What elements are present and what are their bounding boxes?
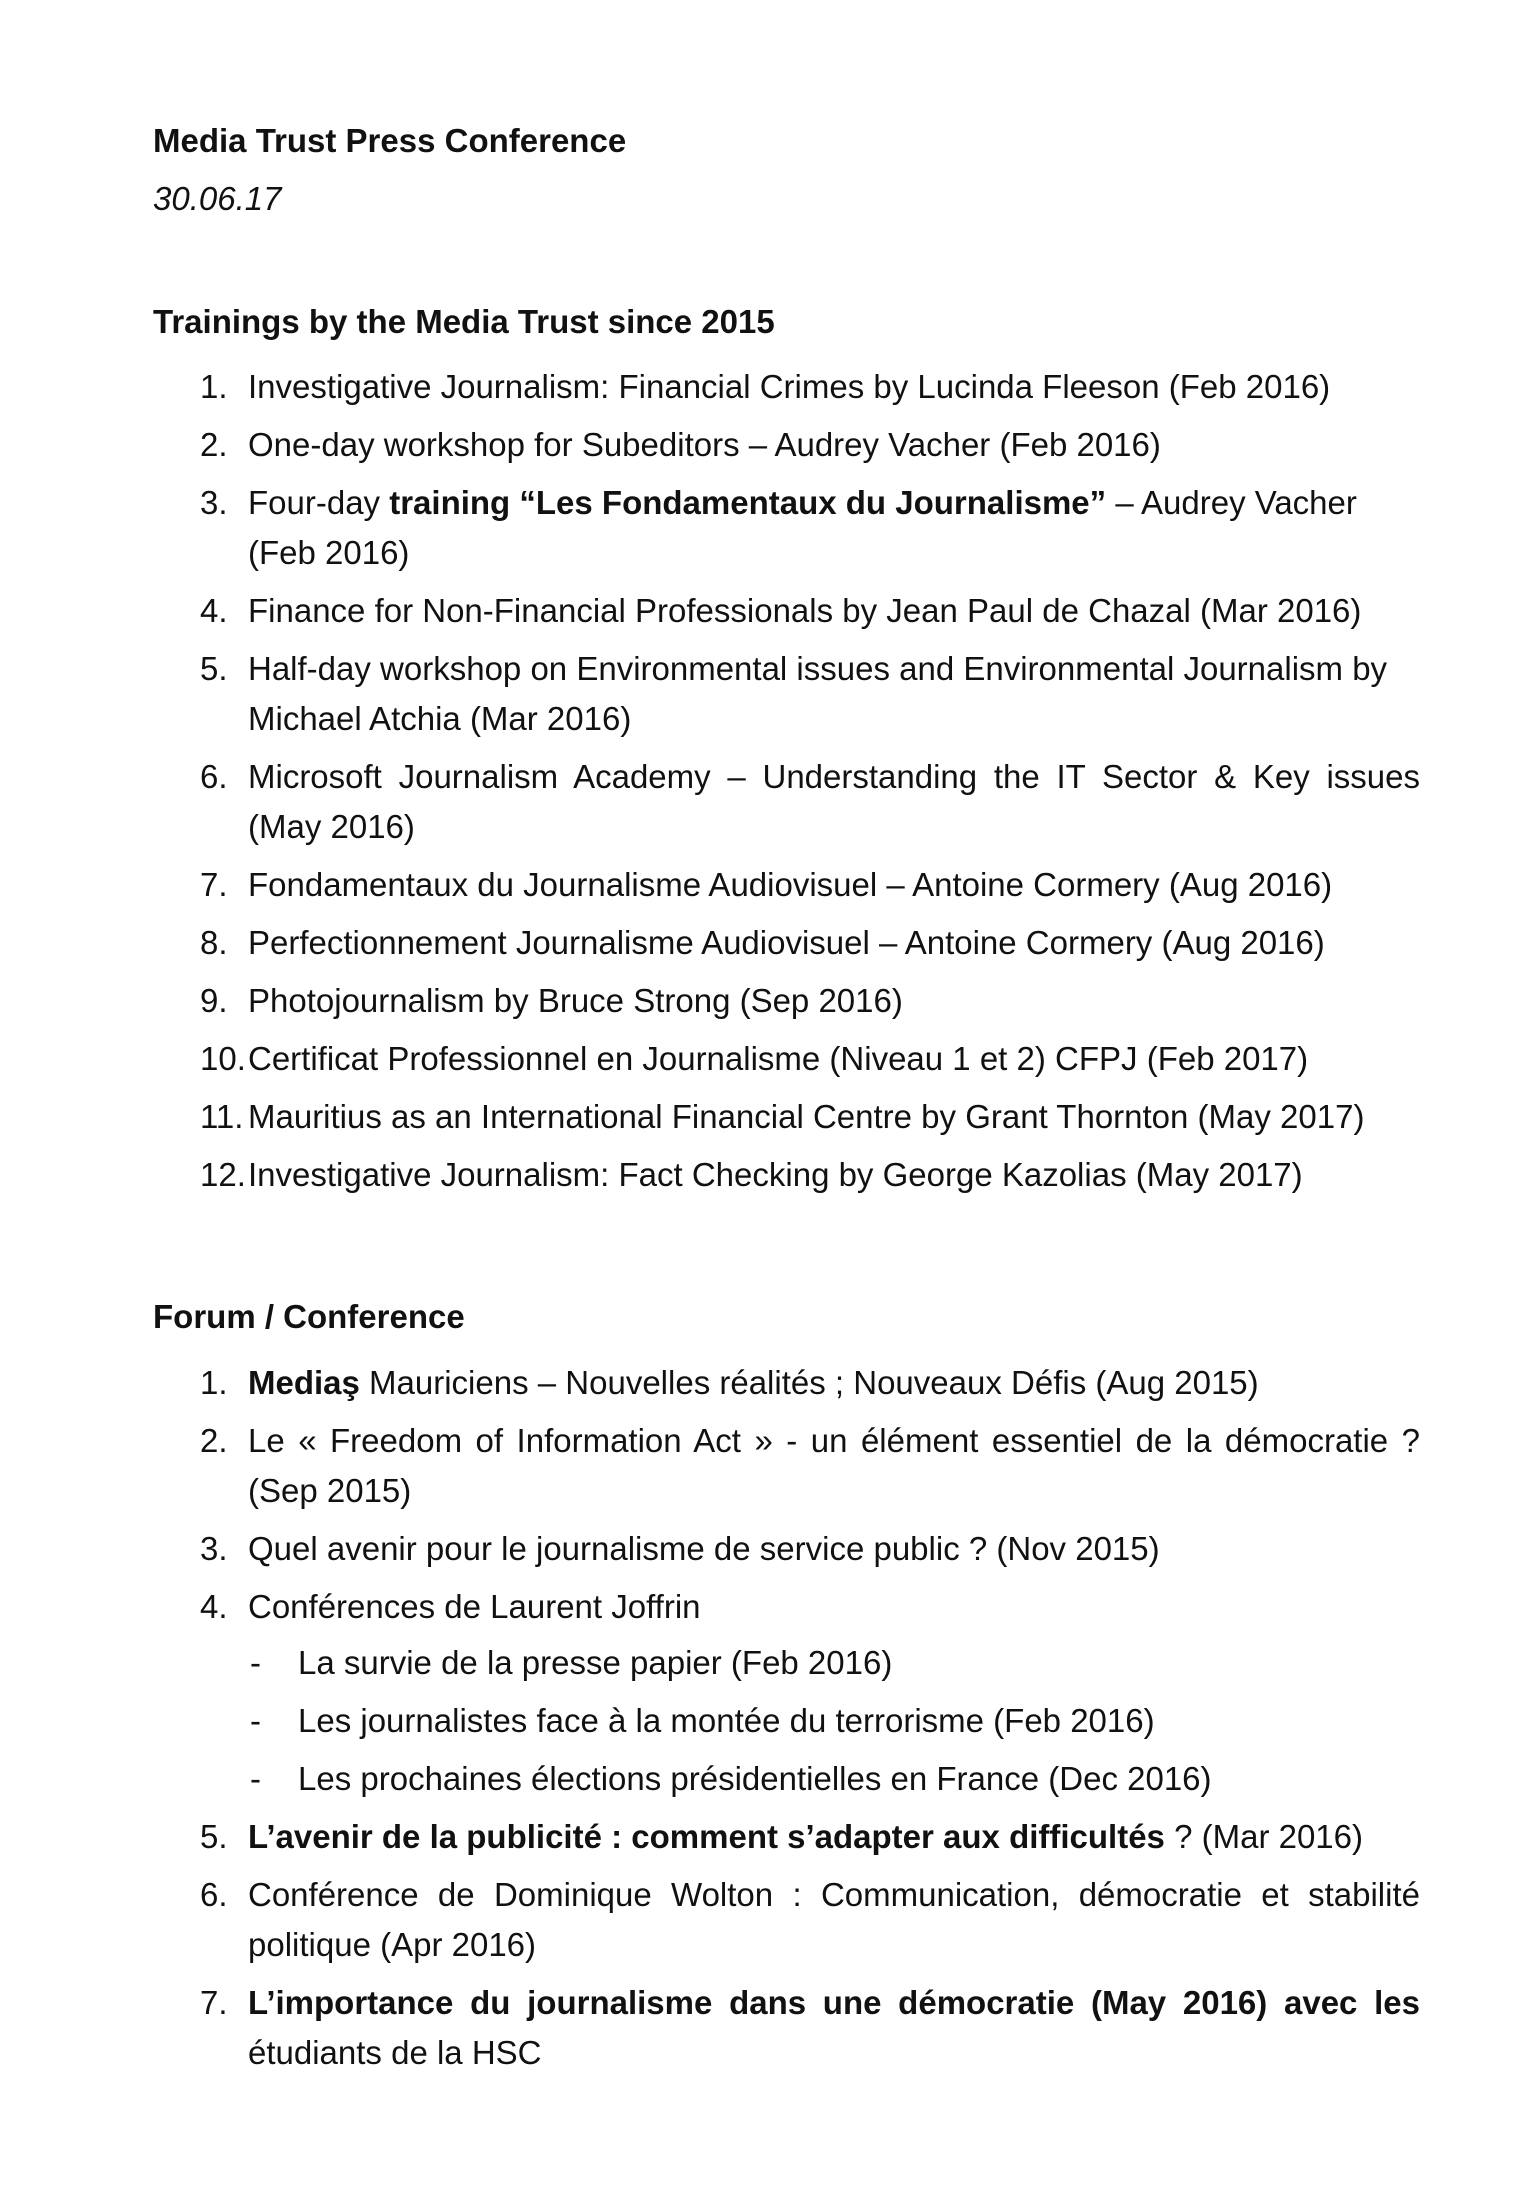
item-number: 10. bbox=[200, 1040, 246, 1077]
list-item bbox=[200, 976, 1420, 1026]
item-text bbox=[248, 484, 1357, 571]
list-item bbox=[200, 478, 1420, 578]
list-item bbox=[200, 1358, 1420, 1408]
list-item bbox=[200, 1416, 1420, 1516]
item-number: 4. bbox=[200, 592, 228, 629]
item-number: 7. bbox=[200, 1984, 228, 2021]
item-text: Photojournalism by Bruce Strong (Sep 2016) bbox=[248, 982, 903, 1019]
sublist-item bbox=[248, 1638, 1420, 1688]
list-item bbox=[200, 1582, 1420, 1804]
list-item bbox=[200, 1524, 1420, 1574]
item-text: Le « Freedom of Information Act » - un élément essentiel de la démocratie ? (Sep 2015) bbox=[248, 1422, 1420, 1509]
item-text: Half-day workshop on Environmental issues and Environmental Journalism by Michael Atchia (Mar 2016) bbox=[248, 650, 1388, 737]
list-item bbox=[200, 1812, 1420, 1862]
item-number: 7. bbox=[200, 866, 228, 903]
item-text: Fondamentaux du Journalisme Audiovisuel – Antoine Cormery (Aug 2016) bbox=[248, 866, 1333, 903]
item-text-plain: Mauriciens – Nouvelles réalités ; Nouveaux Défis (Aug 2015) bbox=[359, 1364, 1259, 1401]
item-number: 5. bbox=[200, 1818, 228, 1855]
sublist-item-text: La survie de la presse papier (Feb 2016) bbox=[298, 1644, 893, 1681]
list-item bbox=[200, 362, 1420, 412]
list-item bbox=[200, 1978, 1420, 2078]
item-text: Finance for Non-Financial Professionals by Jean Paul de Chazal (Mar 2016) bbox=[248, 592, 1362, 629]
list-item bbox=[200, 1092, 1420, 1142]
item-text: Certificat Professionnel en Journalisme (Niveau 1 et 2) CFPJ (Feb 2017) bbox=[248, 1040, 1309, 1077]
item-text-plain: ? (Mar 2016) bbox=[1164, 1818, 1364, 1855]
item-text: Mauritius as an International Financial Centre by Grant Thornton (May 2017) bbox=[248, 1098, 1365, 1135]
sublist-item bbox=[248, 1754, 1420, 1804]
item-text-plain: étudiants de la HSC bbox=[248, 2034, 542, 2071]
item-text: Conférence de Dominique Wolton : Communication, démocratie et stabilité politique (Apr 2016) bbox=[248, 1876, 1420, 1963]
item-text: Quel avenir pour le journalisme de service public ? (Nov 2015) bbox=[248, 1530, 1160, 1567]
item-number: 6. bbox=[200, 758, 228, 795]
item-number: 2. bbox=[200, 1422, 228, 1459]
item-text: Investigative Journalism: Fact Checking by George Kazolias (May 2017) bbox=[248, 1156, 1303, 1193]
item-number: 4. bbox=[200, 1588, 228, 1625]
item-text: Investigative Journalism: Financial Crimes by Lucinda Fleeson (Feb 2016) bbox=[248, 368, 1331, 405]
forum-heading: Forum / Conference bbox=[153, 1298, 465, 1335]
list-item bbox=[200, 420, 1420, 470]
dash-bullet: - bbox=[250, 1760, 261, 1797]
item-text-bold: L’importance du journalisme dans une démocratie (May 2016) avec les bbox=[248, 1984, 1420, 2021]
item-number: 11. bbox=[200, 1098, 244, 1135]
item-number: 12. bbox=[200, 1156, 246, 1193]
document-date: 30.06.17 bbox=[153, 180, 282, 217]
item-number: 2. bbox=[200, 426, 228, 463]
item-text-plain: – Audrey Vacher (Feb 2016) bbox=[248, 484, 1357, 571]
item-text: Microsoft Journalism Academy – Understanding the IT Sector & Key issues (May 2016) bbox=[248, 758, 1420, 845]
item-text-bold: Mediaş bbox=[248, 1364, 360, 1401]
item-text bbox=[248, 1984, 1420, 2071]
dash-bullet: - bbox=[250, 1644, 261, 1681]
item-text: One-day workshop for Subeditors – Audrey Vacher (Feb 2016) bbox=[248, 426, 1161, 463]
item-number: 3. bbox=[200, 1530, 228, 1567]
dash-bullet: - bbox=[250, 1702, 261, 1739]
list-item bbox=[200, 1034, 1420, 1084]
item-text-bold: training “Les Fondamentaux du Journalisme” bbox=[389, 484, 1107, 521]
item-number: 6. bbox=[200, 1876, 228, 1913]
list-item bbox=[200, 1870, 1420, 1970]
item-number: 3. bbox=[200, 484, 228, 521]
item-text-plain: Four-day bbox=[248, 484, 390, 521]
trainings-list bbox=[200, 362, 1420, 1208]
item-number: 9. bbox=[200, 982, 228, 1019]
list-item bbox=[200, 752, 1420, 852]
forum-list bbox=[200, 1358, 1420, 2086]
sublist-item bbox=[248, 1696, 1420, 1746]
item-text-bold: L’avenir de la publicité : comment s’adapter aux difficultés bbox=[248, 1818, 1165, 1855]
list-item bbox=[200, 918, 1420, 968]
list-item bbox=[200, 860, 1420, 910]
joffrin-sublist bbox=[248, 1638, 1420, 1804]
list-item bbox=[200, 1150, 1420, 1200]
item-text: Conférences de Laurent Joffrin bbox=[248, 1588, 701, 1625]
document-title: Media Trust Press Conference bbox=[153, 122, 627, 159]
list-item bbox=[200, 586, 1420, 636]
item-text: Perfectionnement Journalisme Audiovisuel – Antoine Cormery (Aug 2016) bbox=[248, 924, 1325, 961]
sublist-item-text: Les prochaines élections présidentielles en France (Dec 2016) bbox=[298, 1760, 1212, 1797]
item-text bbox=[248, 1364, 1259, 1401]
item-number: 8. bbox=[200, 924, 228, 961]
item-number: 1. bbox=[200, 1364, 228, 1401]
list-item bbox=[200, 644, 1420, 744]
item-number: 1. bbox=[200, 368, 228, 405]
sublist-item-text: Les journalistes face à la montée du terrorisme (Feb 2016) bbox=[298, 1702, 1155, 1739]
item-number: 5. bbox=[200, 650, 228, 687]
item-text bbox=[248, 1818, 1363, 1855]
trainings-heading: Trainings by the Media Trust since 2015 bbox=[153, 303, 775, 340]
